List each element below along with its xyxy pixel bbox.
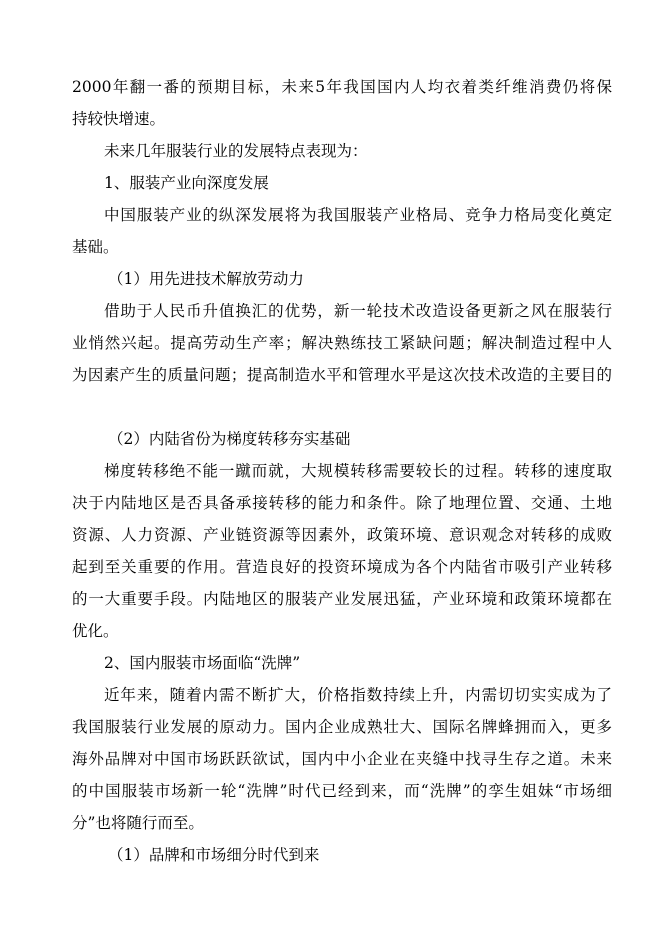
paragraph-line: 资源、人力资源、产业链资源等因素外，政策环境、意识观念对转移的成败 — [72, 526, 612, 544]
paragraph-line: 梯度转移绝不能一蹴而就，大规模转移需要较长的过程。转移的速度取 — [104, 462, 612, 480]
paragraph-line: 持较快增速。 — [72, 110, 166, 128]
paragraph-line: 的中国服装市场新一轮“洗牌”时代已经到来，而“洗牌”的孪生姐妹“市场细 — [72, 782, 612, 800]
section-heading-1: 1、服装产业向深度发展 — [104, 174, 269, 192]
subsection-heading-1-2: （2）内陆省份为梯度转移夯实基础 — [108, 430, 351, 448]
paragraph-line: 2000年翻一番的预期目标，未来5年我国国内人均衣着类纤维消费仍将保 — [72, 78, 612, 96]
paragraph-line: 基础。 — [72, 238, 119, 256]
paragraph-line: 近年来，随着内需不断扩大，价格指数持续上升，内需切切实实成为了 — [104, 686, 612, 704]
subsection-heading-1-1: （1）用先进技术解放劳动力 — [108, 270, 304, 288]
paragraph-line: 我国服装行业发展的原动力。国内企业成熟壮大、国际名牌蜂拥而入，更多 — [72, 718, 612, 736]
subsection-heading-2-1: （1）品牌和市场细分时代到来 — [108, 846, 320, 864]
paragraph-line: 起到至关重要的作用。营造良好的投资环境成为各个内陆省市吸引产业转移 — [72, 558, 612, 576]
paragraph-line: 分”也将随行而至。 — [72, 814, 204, 832]
paragraph-line: 借助于人民币升值换汇的优势，新一轮技术改造设备更新之风在服装行 — [104, 302, 612, 320]
paragraph-line: 的一大重要手段。内陆地区的服装产业发展迅猛，产业环境和政策环境都在 — [72, 590, 612, 608]
paragraph-line: 中国服装产业的纵深发展将为我国服装产业格局、竞争力格局变化奠定 — [104, 206, 612, 224]
paragraph-line: 海外品牌对中国市场跃跃欲试，国内中小企业在夹缝中找寻生存之道。未来 — [72, 750, 612, 768]
section-heading-2: 2、国内服装市场面临“洗牌” — [104, 654, 301, 672]
intro-text: 未来几年服装行业的发展特点表现为： — [104, 142, 368, 160]
paragraph-line: 优化。 — [72, 622, 119, 640]
paragraph-line: 决于内陆地区是否具备承接转移的能力和条件。除了地理位置、交通、土地 — [72, 494, 612, 512]
paragraph-line: 业悄然兴起。提高劳动生产率；解决熟练技工紧缺问题；解决制造过程中人 — [72, 334, 612, 352]
paragraph-line: 为因素产生的质量问题；提高制造水平和管理水平是这次技术改造的主要目的 — [72, 366, 612, 384]
